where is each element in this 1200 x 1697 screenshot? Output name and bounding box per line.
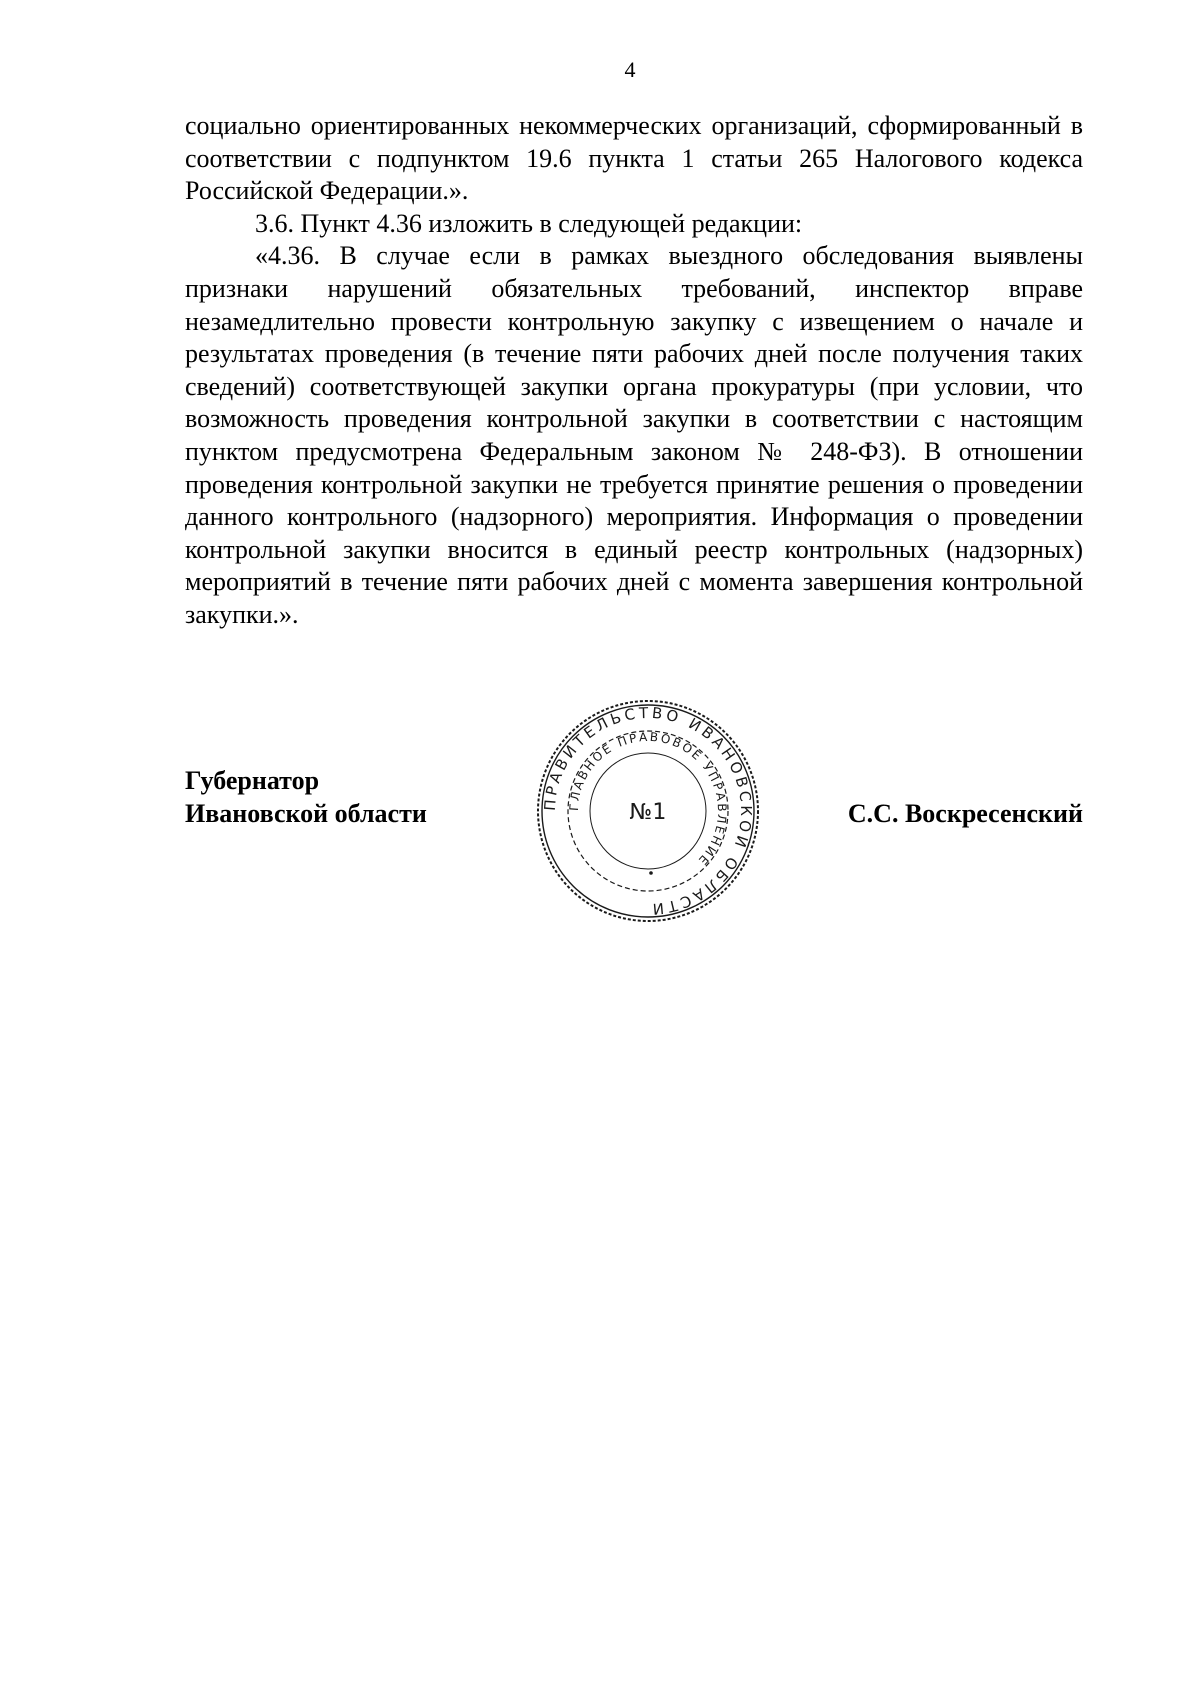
seal-inner-text: ГЛАВНОЕ ПРАВОВОЕ УПРАВЛЕНИЕ — [566, 729, 730, 869]
seal-outer-text: ПРАВИТЕЛЬСТВО ИВАНОВСКОЙ ОБЛАСТИ — [540, 703, 756, 919]
paragraph-amendment-heading: 3.6. Пункт 4.36 изложить в следующей редакции: — [255, 208, 803, 238]
signatory-position-line1: Губернатор — [185, 766, 320, 795]
signatory-position — [185, 764, 427, 830]
document-body — [185, 110, 1083, 632]
paragraph-continuation: социально ориентированных некоммерческих организаций, сформированный в соответствии с подпунктом 19.6 пункта 1 статьи 265 Налогового кодекса Российской Федерации.». — [185, 111, 1083, 206]
paragraph-amendment-text: «4.36. В случае если в рамках выездного обследования выявлены признаки нарушений обязательных требований, инспектор вправе незамедлительно провести контрольную закупку с извещением о начале и результатах проведения (в течение пяти рабочих дней после получения таких сведений) соответствующей закупки органа прокуратуры (при условии, что возможность проведения контрольной закупки в соответствии с настоящим пунктом предусмотрена Федеральным законом № 248-ФЗ). В отношении проведения контрольной закупки не требуется принятие решения о проведении данного контрольного (надзорного) мероприятия. Информация о проведении контрольной закупки вносится в единый реестр контрольных (надзорных) мероприятий в течение пяти рабочих дней с момента завершения контрольной закупки.». — [185, 241, 1083, 629]
signatory-name: С.С. Воскресенский — [847, 799, 1083, 828]
official-seal — [534, 697, 762, 925]
signatory-position-line2: Ивановской области — [185, 799, 427, 828]
seal-center-number: №1 — [629, 800, 667, 825]
page-number: 4 — [624, 57, 636, 82]
